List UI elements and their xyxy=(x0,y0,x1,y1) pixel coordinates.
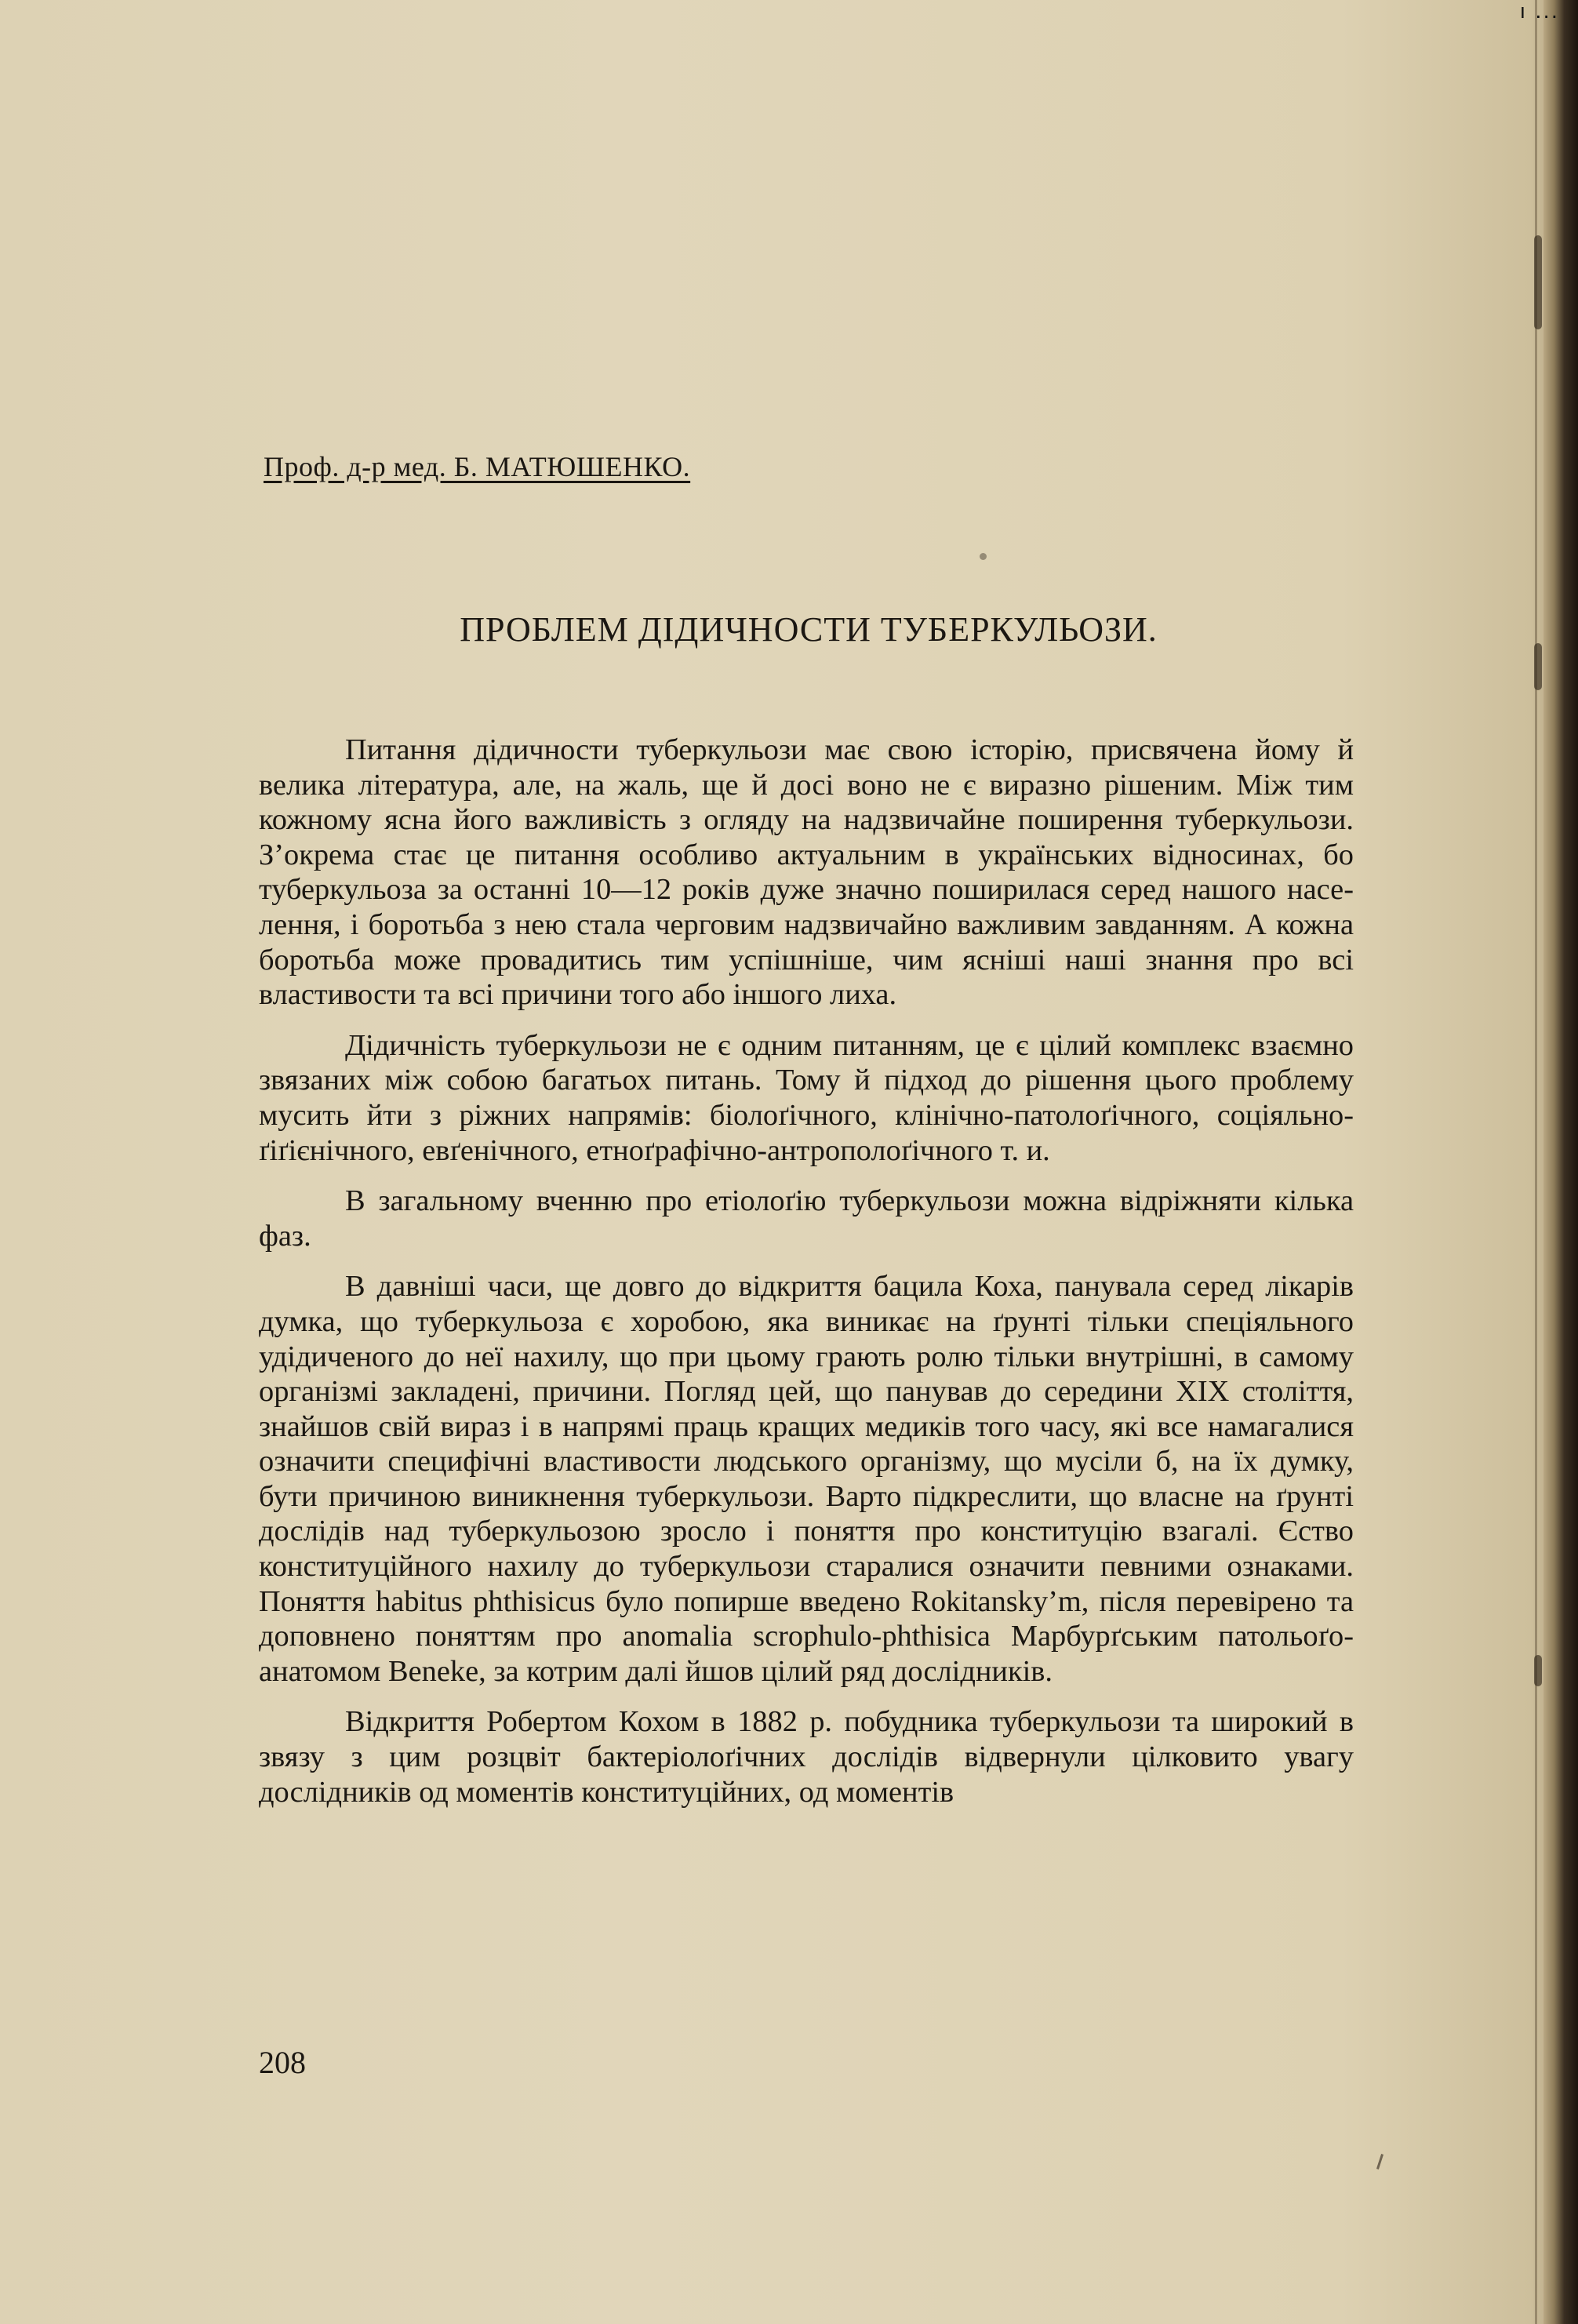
article-title: ПРОБЛЕМ ДІДИЧНОСТИ ТУБЕРКУЛЬОЗИ. xyxy=(460,610,1158,649)
paragraph-2: Дідичність туберкульози не є одним питанням, це є цілий комплекс взаємно звязаних між собою багатьох питань. Тому й підход до рішення цього проблему мусить йти з ріжних напрямів: біолоґічного, клінічно-патолоґічного, соціяльно-ґіґієнічного, евґенічного, етноґрафічно-антрополоґічного т. и. xyxy=(259,1028,1354,1167)
author-line: Проф. д-р мед. Б. МАТЮШЕНКО. xyxy=(264,451,691,482)
edge-blemish xyxy=(1534,643,1542,690)
top-corner-marks: ı ... xyxy=(1519,0,1559,24)
book-spine-edge xyxy=(1543,0,1578,2324)
page-fold-line xyxy=(1535,0,1537,2324)
edge-blemish xyxy=(1534,1655,1542,1686)
paragraph-3: В загальному вченню про етіолоґію туберкульози можна відріжняти кілька фаз. xyxy=(259,1184,1354,1253)
ink-speck xyxy=(980,553,987,560)
paragraph-1: Питання дідичности туберкульози має свою історію, присвячена йому й велика література, але, на жаль, ще й досі воно не є виразно рішеним. Між тим кожному ясна його важливість з огляду на надзвичайне поширення туберкульози. З’окрема стає це питання особливо актуальним в українських відносинах, бо туберкульоза за останні 10—12 років дуже значно поширилася серед нашого населення, і боротьба з нею стала черговим надзвичайно важливим завданням. А кожна боротьба може провадитись тим успішніше, чим ясніші наші знання про всі властивости та всі причини того або іншого лиха. xyxy=(259,733,1354,1012)
paragraph-4: В давніші часи, ще довго до відкриття бацила Коха, панувала серед лікарів думка, що туберкульоза є хоробою, яка виникає на ґрунті тільки спеціяльного удідиченого до неї нахилу, що при цьому грають ролю тільки внутрішні, в самому організмі закладені, причини. Погляд цей, що панував до середини XIX століття, знайшов свій вираз і в напрямі праць кращих медиків того часу, які все намагалися означити специфічні властивости людського організму, що мусіли б, на їх думку, бути причиною виникнення туберкульози. Варто підкреслити, що власне на ґрунті дослідів над туберкульозою зросло і поняття про конституцію взагалі. Єство конституційного нахилу до туберкульози старалися означити певними ознаками. Поняття habitus phthisicus було попирше введено Rokitansky’m, після перевірено та доповнено поняттям про anomalia scrophulo-phthisica Марбурґським патольоґо-анатомом Beneke, за котрим далі йшов цілий ряд дослідників. xyxy=(259,1270,1354,1688)
article-body xyxy=(259,733,1354,1825)
edge-blemish xyxy=(1534,235,1542,329)
paragraph-5: Відкриття Робертом Кохом в 1882 р. побудника туберкульози та широкий в звязу з цим розцвіт бактеріолоґічних дослідів відвернули цілковито увагу дослідників од моментів конституційних, од моментів xyxy=(259,1705,1354,1809)
page-number: 208 xyxy=(259,2045,306,2080)
stray-ink-mark xyxy=(1376,2154,1383,2169)
